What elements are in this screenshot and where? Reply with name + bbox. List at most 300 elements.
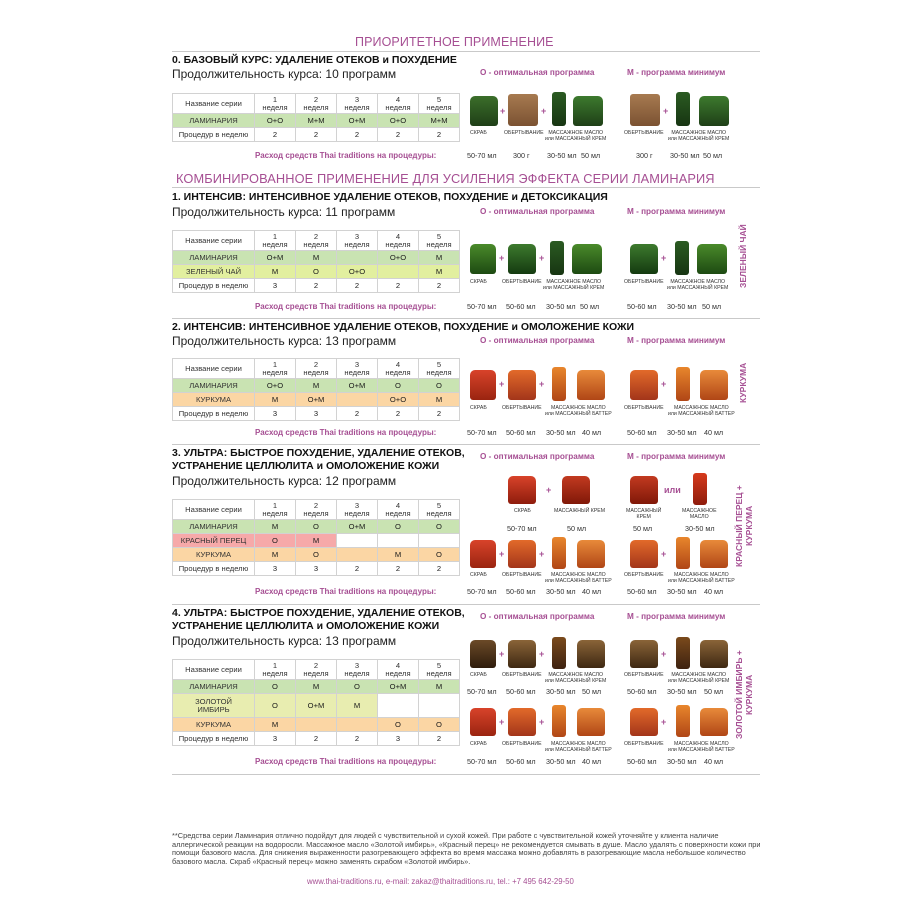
oil-bottle-icon xyxy=(550,241,564,275)
plus-icon: + xyxy=(661,379,667,389)
batter-jar-icon xyxy=(700,370,728,400)
week-header: 1 неделя xyxy=(255,231,296,251)
usage-label: Расход средств Thai traditions на процедуры: xyxy=(255,428,437,437)
product-caption: ОБЕРТЫВАНИЕ xyxy=(504,130,544,136)
legend-minimum: М - программа минимум xyxy=(627,452,726,461)
side-label: КРАСНЫЙ ПЕРЕЦ + КУРКУМА xyxy=(734,485,754,567)
quantity: 300 г xyxy=(636,151,653,160)
wrap-jar-icon xyxy=(508,540,536,568)
oil-bottle-icon xyxy=(676,637,690,669)
section-0-table xyxy=(172,93,460,142)
program-cell xyxy=(419,534,460,548)
quantity: 30-50 мл xyxy=(547,151,577,160)
section-4-title-2: УСТРАНЕНИЕ ЦЕЛЛЮЛИТА и ОМОЛОЖЕНИЕ КОЖИ xyxy=(172,620,440,632)
per-week-cell: 2 xyxy=(296,279,337,293)
usage-label: Расход средств Thai traditions на процедуры: xyxy=(255,587,437,596)
program-cell: М xyxy=(337,694,378,718)
per-week-cell: 2 xyxy=(378,279,419,293)
week-header: 4 неделя xyxy=(378,500,419,520)
footnote: **Средства серии Ламинария отлично подойдут для людей с чувствительной и сухой кожей. При работе с чувствительной кожей уточняйте у клиента наличие аллергической реакции на водоросли. Массажное масло «Золотой имбирь», «Красный перец» не рекомендуется смывать в душе. Масло удалять с поверхности кожи при помощи базового масла. Для снижения выраженности разогревающего эффекта во время массажа можно добавлять в разогревающие масла небольшое количество базового масла. Скраб «Красный перец» можно заменять скрабом «Золотой имбирь». xyxy=(172,831,761,866)
divider xyxy=(172,444,760,445)
divider xyxy=(172,318,760,319)
product-caption: ОБЕРТЫВАНИЕ xyxy=(502,405,542,411)
per-week-cell: 2 xyxy=(337,279,378,293)
quantity: 50-60 мл xyxy=(506,428,536,437)
program-cell xyxy=(296,718,337,732)
program-cell: М xyxy=(255,393,296,407)
oil-bottle-icon xyxy=(552,637,566,669)
plus-icon: + xyxy=(539,549,545,559)
program-cell: М xyxy=(419,251,460,265)
program-cell xyxy=(378,534,419,548)
plus-icon: + xyxy=(499,717,505,727)
quantity: 40 мл xyxy=(582,428,602,437)
program-cell: О xyxy=(255,680,296,694)
legend-optimal: О - оптимальная программа xyxy=(480,68,595,77)
product-caption: ОБЕРТЫВАНИЕ xyxy=(502,572,542,578)
or-label: или xyxy=(664,485,681,495)
week-header: 2 неделя xyxy=(296,359,337,379)
plus-icon: + xyxy=(499,379,505,389)
product-caption: МАССАЖНЫЙ КРЕМ xyxy=(554,508,606,514)
batter-jar-icon xyxy=(700,708,728,736)
per-week-label: Процедур в неделю xyxy=(173,128,255,142)
oil-bottle-icon xyxy=(676,367,690,401)
oil-bottle-icon xyxy=(675,241,689,275)
product-caption: МАССАЖНОЕ МАСЛО или МАССАЖНЫЙ БАТТЕР xyxy=(545,741,612,753)
section-3-title-2: УСТРАНЕНИЕ ЦЕЛЛЮЛИТА и ОМОЛОЖЕНИЕ КОЖИ xyxy=(172,460,440,472)
product-caption: СКРАБ xyxy=(470,279,487,285)
series-header: Название серии xyxy=(173,94,255,114)
week-header: 3 неделя xyxy=(337,94,378,114)
section-4-duration: Продолжительность курса: 13 программ xyxy=(172,634,397,648)
quantity: 30-50 мл xyxy=(670,151,700,160)
week-header: 3 неделя xyxy=(337,500,378,520)
section-3-title: 3. УЛЬТРА: БЫСТРОЕ ПОХУДЕНИЕ, УДАЛЕНИЕ ОТЕКОВ, xyxy=(172,447,465,459)
per-week-cell: 2 xyxy=(419,732,460,746)
quantity: 50-60 мл xyxy=(627,757,657,766)
plus-icon: + xyxy=(661,549,667,559)
quantity: 50 мл xyxy=(633,524,653,533)
section-1-duration: Продолжительность курса: 11 программ xyxy=(172,205,396,219)
scrub-jar-icon xyxy=(470,708,496,736)
series-name: ЗОЛОТОЙ ИМБИРЬ xyxy=(173,694,255,718)
week-header: 4 неделя xyxy=(378,231,419,251)
program-cell: М xyxy=(255,718,296,732)
per-week-cell: 3 xyxy=(255,562,296,576)
product-caption: ОБЕРТЫВАНИЕ xyxy=(624,279,664,285)
usage-label: Расход средств Thai traditions на процедуры: xyxy=(255,757,437,766)
per-week-cell: 2 xyxy=(255,128,296,142)
legend-optimal: О - оптимальная программа xyxy=(480,336,595,345)
quantity: 50-60 мл xyxy=(506,302,536,311)
series-name: КУРКУМА xyxy=(173,718,255,732)
quantity: 50-70 мл xyxy=(467,428,497,437)
week-header: 1 неделя xyxy=(255,500,296,520)
scrub-jar-icon xyxy=(470,540,496,568)
product-caption: МАССАЖНОЕ МАСЛО или МАССАЖНЫЙ КРЕМ xyxy=(668,130,730,142)
product-caption: СКРАБ xyxy=(470,572,487,578)
series-name: ЛАМИНАРИЯ xyxy=(173,379,255,393)
oil-bottle-icon xyxy=(552,537,566,569)
priority-title: ПРИОРИТЕТНОЕ ПРИМЕНЕНИЕ xyxy=(355,35,554,49)
week-header: 2 неделя xyxy=(296,94,337,114)
quantity: 40 мл xyxy=(582,757,602,766)
per-week-cell: 2 xyxy=(378,407,419,421)
program-cell: М xyxy=(419,393,460,407)
program-cell xyxy=(337,548,378,562)
wrap-jar-icon xyxy=(630,708,658,736)
product-caption: МАССАЖНОЕ МАСЛО или МАССАЖНЫЙ БАТТЕР xyxy=(545,572,612,584)
oil-bottle-icon xyxy=(676,92,690,126)
quantity: 50 мл xyxy=(582,687,602,696)
series-header: Название серии xyxy=(173,500,255,520)
program-cell xyxy=(337,251,378,265)
batter-jar-icon xyxy=(700,540,728,568)
program-cell: О+О xyxy=(378,251,419,265)
section-3-table xyxy=(172,499,460,576)
plus-icon: + xyxy=(539,253,545,263)
week-header: 1 неделя xyxy=(255,660,296,680)
per-week-cell: 3 xyxy=(378,732,419,746)
program-cell: М xyxy=(255,520,296,534)
cream-jar-icon xyxy=(577,640,605,668)
per-week-cell: 2 xyxy=(337,732,378,746)
plus-icon: + xyxy=(661,649,667,659)
massage-cream-jar-icon xyxy=(562,476,590,504)
plus-icon: + xyxy=(539,379,545,389)
legend-minimum: М - программа минимум xyxy=(627,612,726,621)
program-cell: О+О xyxy=(255,379,296,393)
section-2-table xyxy=(172,358,460,421)
week-header: 5 неделя xyxy=(419,359,460,379)
cream-jar-icon xyxy=(697,244,727,274)
product-caption: МАССАЖНОЕ МАСЛО или МАССАЖНЫЙ КРЕМ xyxy=(545,672,607,684)
product-caption: СКРАБ xyxy=(514,508,531,514)
quantity: 40 мл xyxy=(704,757,724,766)
program-cell: О xyxy=(337,680,378,694)
combined-title: КОМБИНИРОВАННОЕ ПРИМЕНЕНИЕ ДЛЯ УСИЛЕНИЯ ЭФФЕКТА СЕРИИ ЛАМИНАРИЯ xyxy=(176,171,715,186)
quantity: 50-70 мл xyxy=(467,757,497,766)
quantity: 300 г xyxy=(513,151,530,160)
quantity: 30-50 мл xyxy=(667,687,697,696)
scrub-jar-icon xyxy=(470,244,496,274)
per-week-cell: 2 xyxy=(337,562,378,576)
quantity: 30-50 мл xyxy=(546,587,576,596)
program-cell: М xyxy=(255,265,296,279)
divider xyxy=(172,51,760,52)
quantity: 50-60 мл xyxy=(506,587,536,596)
plus-icon: + xyxy=(539,717,545,727)
side-label: ЗОЛОТОЙ ИМБИРЬ + КУРКУМА xyxy=(734,650,754,740)
wrap-jar-icon xyxy=(508,640,536,668)
quantity: 50-60 мл xyxy=(506,687,536,696)
program-cell: М xyxy=(296,534,337,548)
week-header: 4 неделя xyxy=(378,94,419,114)
batter-jar-icon xyxy=(577,370,605,400)
program-cell: М xyxy=(296,379,337,393)
per-week-cell: 2 xyxy=(419,407,460,421)
quantity: 50-70 мл xyxy=(507,524,537,533)
week-header: 5 неделя xyxy=(419,500,460,520)
legend-optimal: О - оптимальная программа xyxy=(480,612,595,621)
quantity: 50 мл xyxy=(567,524,587,533)
program-cell: О+М xyxy=(337,379,378,393)
quantity: 50 мл xyxy=(703,151,723,160)
cream-jar-icon xyxy=(700,640,728,668)
program-cell: О xyxy=(419,548,460,562)
quantity: 40 мл xyxy=(582,587,602,596)
week-header: 3 неделя xyxy=(337,660,378,680)
product-caption: ОБЕРТЫВАНИЕ xyxy=(624,405,664,411)
quantity: 30-50 мл xyxy=(667,757,697,766)
massage-cream-jar-icon xyxy=(630,476,658,504)
quantity: 40 мл xyxy=(704,587,724,596)
series-header: Название серии xyxy=(173,660,255,680)
program-cell: О xyxy=(378,379,419,393)
quantity: 50 мл xyxy=(580,302,600,311)
per-week-cell: 2 xyxy=(419,562,460,576)
divider xyxy=(172,187,760,188)
section-1-table xyxy=(172,230,460,293)
program-cell: О+О xyxy=(378,114,419,128)
program-cell: О+М xyxy=(337,114,378,128)
program-cell: М+М xyxy=(419,114,460,128)
section-1-title: 1. ИНТЕНСИВ: ИНТЕНСИВНОЕ УДАЛЕНИЕ ОТЕКОВ, ПОХУДЕНИЕ и ДЕТОКСИКАЦИЯ xyxy=(172,191,608,203)
quantity: 50-60 мл xyxy=(627,428,657,437)
product-caption: МАССАЖНОЕ МАСЛО или МАССАЖНЫЙ КРЕМ xyxy=(667,279,729,291)
quantity: 30-50 мл xyxy=(685,524,715,533)
wrap-box-icon xyxy=(508,94,538,126)
week-header: 3 неделя xyxy=(337,359,378,379)
product-caption: МАССАЖНОЕ МАСЛО или МАССАЖНЫЙ БАТТЕР xyxy=(668,405,735,417)
wrap-jar-icon xyxy=(508,244,536,274)
batter-jar-icon xyxy=(577,708,605,736)
plus-icon: + xyxy=(499,253,505,263)
section-4-table xyxy=(172,659,460,746)
program-cell: М xyxy=(419,680,460,694)
quantity: 30-50 мл xyxy=(546,428,576,437)
series-header: Название серии xyxy=(173,231,255,251)
quantity: 30-50 мл xyxy=(667,428,697,437)
usage-label: Расход средств Thai traditions на процедуры: xyxy=(255,302,437,311)
product-caption: МАССАЖНОЕ МАСЛО или МАССАЖНЫЙ БАТТЕР xyxy=(668,741,735,753)
program-cell: О+М xyxy=(296,694,337,718)
program-cell: О+О xyxy=(337,265,378,279)
program-cell: М xyxy=(255,548,296,562)
program-cell: О xyxy=(255,534,296,548)
product-caption: ОБЕРТЫВАНИЕ xyxy=(502,279,542,285)
quantity: 50 мл xyxy=(702,302,722,311)
legend-optimal: О - оптимальная программа xyxy=(480,207,595,216)
product-caption: МАССАЖНОЕ МАСЛО xyxy=(682,508,717,520)
program-cell: О+М xyxy=(296,393,337,407)
program-cell: О xyxy=(296,265,337,279)
per-week-cell: 2 xyxy=(419,279,460,293)
quantity: 50-70 мл xyxy=(467,151,497,160)
divider xyxy=(172,604,760,605)
week-header: 5 неделя xyxy=(419,231,460,251)
quantity: 50-60 мл xyxy=(627,302,657,311)
per-week-cell: 2 xyxy=(296,732,337,746)
product-caption: МАССАЖНОЕ МАСЛО или МАССАЖНЫЙ КРЕМ xyxy=(545,130,607,142)
week-header: 5 неделя xyxy=(419,660,460,680)
program-cell: О+О xyxy=(378,393,419,407)
program-cell: О+М xyxy=(337,520,378,534)
contacts: www.thai-traditions.ru, e-mail: zakaz@thaitraditions.ru, tel.: +7 495 642-29-50 xyxy=(307,877,574,886)
oil-bottle-icon xyxy=(552,705,566,737)
series-name: ЗЕЛЕНЫЙ ЧАЙ xyxy=(173,265,255,279)
program-cell xyxy=(337,393,378,407)
side-label: ЗЕЛЕНЫЙ ЧАЙ xyxy=(738,224,748,288)
cream-jar-icon xyxy=(573,96,603,126)
quantity: 30-50 мл xyxy=(667,302,697,311)
per-week-cell: 3 xyxy=(255,279,296,293)
per-week-cell: 2 xyxy=(378,128,419,142)
series-name: КРАСНЫЙ ПЕРЕЦ xyxy=(173,534,255,548)
product-caption: ОБЕРТЫВАНИЕ xyxy=(624,130,664,136)
quantity: 50-70 мл xyxy=(467,687,497,696)
wrap-box-icon xyxy=(630,94,660,126)
week-header: 3 неделя xyxy=(337,231,378,251)
program-cell xyxy=(337,534,378,548)
per-week-cell: 2 xyxy=(337,407,378,421)
per-week-cell: 2 xyxy=(419,128,460,142)
product-caption: МАССАЖНЫЙ КРЕМ xyxy=(626,508,662,520)
quantity: 30-50 мл xyxy=(546,757,576,766)
program-cell xyxy=(378,265,419,279)
program-cell: О xyxy=(419,520,460,534)
oil-bottle-icon xyxy=(676,537,690,569)
series-name: ЛАМИНАРИЯ xyxy=(173,520,255,534)
section-4-title: 4. УЛЬТРА: БЫСТРОЕ ПОХУДЕНИЕ, УДАЛЕНИЕ ОТЕКОВ, xyxy=(172,607,465,619)
section-2-duration: Продолжительность курса: 13 программ xyxy=(172,334,397,348)
oil-bottle-icon xyxy=(676,705,690,737)
quantity: 50 мл xyxy=(581,151,601,160)
plus-icon: + xyxy=(546,485,552,495)
quantity: 40 мл xyxy=(704,428,724,437)
program-cell: О xyxy=(296,548,337,562)
quantity: 50-60 мл xyxy=(627,687,657,696)
week-header: 1 неделя xyxy=(255,94,296,114)
oil-bottle-icon xyxy=(693,473,707,505)
oil-bottle-icon xyxy=(552,367,566,401)
product-caption: ОБЕРТЫВАНИЕ xyxy=(624,672,664,678)
program-cell: О xyxy=(419,718,460,732)
program-cell: О xyxy=(255,694,296,718)
product-caption: МАССАЖНОЕ МАСЛО или МАССАЖНЫЙ БАТТЕР xyxy=(668,572,735,584)
quantity: 30-50 мл xyxy=(667,587,697,596)
series-name: ЛАМИНАРИЯ xyxy=(173,251,255,265)
wrap-jar-icon xyxy=(630,540,658,568)
series-header: Название серии xyxy=(173,359,255,379)
oil-bottle-icon xyxy=(552,92,566,126)
scrub-jar-icon xyxy=(470,96,498,126)
quantity: 50-70 мл xyxy=(467,302,497,311)
product-caption: СКРАБ xyxy=(470,741,487,747)
series-name: КУРКУМА xyxy=(173,393,255,407)
per-week-cell: 2 xyxy=(296,128,337,142)
product-caption: МАССАЖНОЕ МАСЛО или МАССАЖНЫЙ БАТТЕР xyxy=(545,405,612,417)
legend-optimal: О - оптимальная программа xyxy=(480,452,595,461)
plus-icon: + xyxy=(541,106,547,116)
wrap-jar-icon xyxy=(508,370,536,400)
per-week-cell: 3 xyxy=(296,562,337,576)
quantity: 50-60 мл xyxy=(627,587,657,596)
program-cell: О+О xyxy=(255,114,296,128)
program-cell: М xyxy=(296,251,337,265)
program-cell xyxy=(337,718,378,732)
section-2-title: 2. ИНТЕНСИВ: ИНТЕНСИВНОЕ УДАЛЕНИЕ ОТЕКОВ, ПОХУДЕНИЕ и ОМОЛОЖЕНИЕ КОЖИ xyxy=(172,321,635,333)
plus-icon: + xyxy=(661,253,667,263)
section-0-title: 0. БАЗОВЫЙ КУРС: УДАЛЕНИЕ ОТЕКОВ и ПОХУДЕНИЕ xyxy=(172,54,457,66)
scrub-jar-icon xyxy=(470,370,496,400)
program-cell: О xyxy=(378,718,419,732)
week-header: 5 неделя xyxy=(419,94,460,114)
program-cell: О+М xyxy=(255,251,296,265)
product-caption: ОБЕРТЫВАНИЕ xyxy=(624,572,664,578)
scrub-jar-icon xyxy=(470,640,496,668)
program-cell xyxy=(419,694,460,718)
product-caption: СКРАБ xyxy=(470,672,487,678)
legend-minimum: М - программа минимум xyxy=(627,68,726,77)
week-header: 2 неделя xyxy=(296,500,337,520)
side-label: КУРКУМА xyxy=(738,362,748,404)
per-week-label: Процедур в неделю xyxy=(173,562,255,576)
week-header: 1 неделя xyxy=(255,359,296,379)
series-name: ЛАМИНАРИЯ xyxy=(173,114,255,128)
product-caption: МАССАЖНОЕ МАСЛО или МАССАЖНЫЙ КРЕМ xyxy=(668,672,730,684)
plus-icon: + xyxy=(500,106,506,116)
cream-jar-icon xyxy=(572,244,602,274)
per-week-cell: 2 xyxy=(378,562,419,576)
wrap-jar-icon xyxy=(508,708,536,736)
per-week-cell: 3 xyxy=(255,407,296,421)
divider xyxy=(172,774,760,775)
per-week-cell: 3 xyxy=(296,407,337,421)
product-caption: ОБЕРТЫВАНИЕ xyxy=(502,672,542,678)
plus-icon: + xyxy=(663,106,669,116)
week-header: 4 неделя xyxy=(378,660,419,680)
batter-jar-icon xyxy=(577,540,605,568)
program-cell: М+М xyxy=(296,114,337,128)
per-week-label: Процедур в неделю xyxy=(173,407,255,421)
wrap-jar-icon xyxy=(630,244,658,274)
per-week-cell: 3 xyxy=(255,732,296,746)
program-cell: М xyxy=(378,548,419,562)
plus-icon: + xyxy=(661,717,667,727)
plus-icon: + xyxy=(539,649,545,659)
program-cell: О xyxy=(419,379,460,393)
quantity: 30-50 мл xyxy=(546,302,576,311)
usage-label: Расход средств Thai traditions на процедуры: xyxy=(255,151,437,160)
product-caption: МАССАЖНОЕ МАСЛО или МАССАЖНЫЙ КРЕМ xyxy=(543,279,605,291)
plus-icon: + xyxy=(499,549,505,559)
program-cell: М xyxy=(296,680,337,694)
legend-minimum: М - программа минимум xyxy=(627,207,726,216)
quantity: 50-70 мл xyxy=(467,587,497,596)
week-header: 2 неделя xyxy=(296,231,337,251)
week-header: 4 неделя xyxy=(378,359,419,379)
per-week-label: Процедур в неделю xyxy=(173,732,255,746)
wrap-jar-icon xyxy=(630,640,658,668)
per-week-label: Процедур в неделю xyxy=(173,279,255,293)
program-cell: О+М xyxy=(378,680,419,694)
per-week-cell: 2 xyxy=(337,128,378,142)
section-3-duration: Продолжительность курса: 12 программ xyxy=(172,474,397,488)
cream-jar-icon xyxy=(699,96,729,126)
plus-icon: + xyxy=(499,649,505,659)
